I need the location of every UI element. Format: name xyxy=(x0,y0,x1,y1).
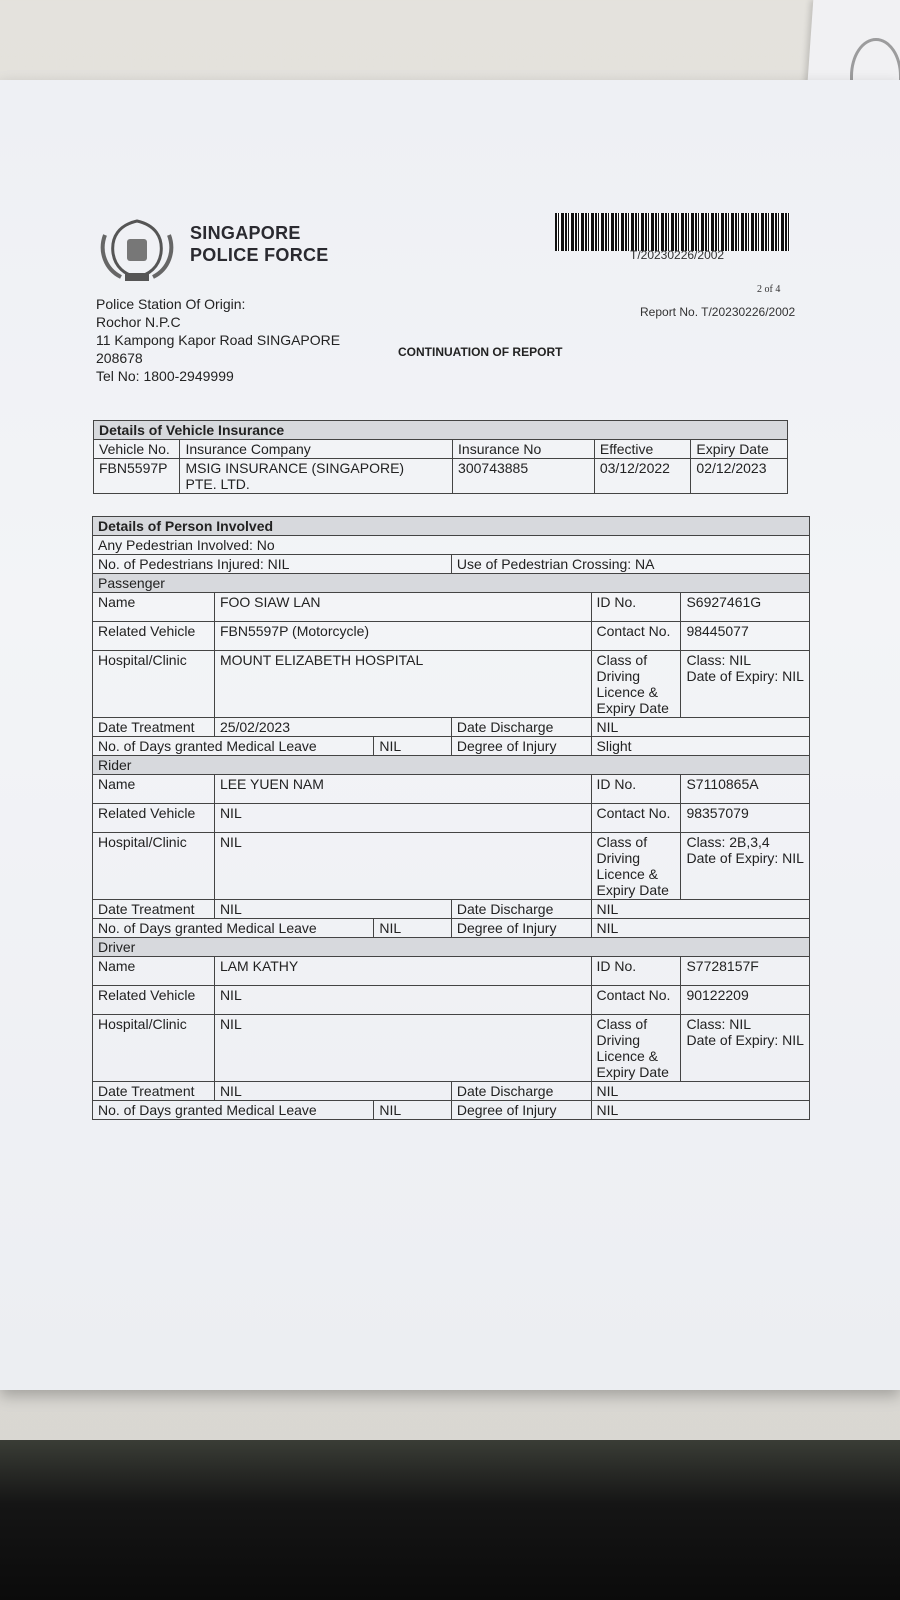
licence-label-line-1: Class of xyxy=(596,1016,648,1032)
barcode xyxy=(555,213,790,251)
passenger-id: S6927461G xyxy=(681,593,810,622)
passenger-treatment-label: Date Treatment xyxy=(93,718,215,737)
licence-label-line-3: Licence & xyxy=(596,866,658,882)
origin-name: Rochor N.P.C xyxy=(96,314,181,330)
licence-label-line-2: Driving xyxy=(596,850,641,866)
origin-address: 11 Kampong Kapor Road SINGAPORE xyxy=(96,332,341,348)
header-insurance-no: Insurance No xyxy=(453,440,595,459)
passenger-treatment: 25/02/2023 xyxy=(214,718,451,737)
report-number: Report No. T/20230226/2002 xyxy=(640,305,796,319)
passenger-mc: NIL xyxy=(374,737,451,756)
rider-discharge-label: Date Discharge xyxy=(451,900,591,919)
licence-label-line-1: Class of xyxy=(596,652,648,668)
driver-licence-label xyxy=(591,1015,681,1082)
licence-label-line-4: Expiry Date xyxy=(596,700,669,716)
insurance-company-line-2: PTE. LTD. xyxy=(185,476,250,492)
rider-injury: NIL xyxy=(591,919,809,938)
header-insurance-company: Insurance Company xyxy=(180,440,453,459)
licence-label-line-4: Expiry Date xyxy=(596,882,669,898)
passenger-vehicle: FBN5597P (Motorcycle) xyxy=(214,622,591,651)
insurance-title: Details of Vehicle Insurance xyxy=(94,421,788,440)
passenger-contact-label: Contact No. xyxy=(591,622,681,651)
rider-contact: 98357079 xyxy=(681,804,810,833)
rider-hospital-label: Hospital/Clinic xyxy=(93,833,215,900)
rider-mc: NIL xyxy=(374,919,451,938)
driver-treatment-label: Date Treatment xyxy=(93,1082,215,1101)
driver-mc-label: No. of Days granted Medical Leave xyxy=(93,1101,374,1120)
insurance-table xyxy=(93,420,788,494)
persons-table xyxy=(92,516,810,1120)
driver-treatment: NIL xyxy=(214,1082,451,1101)
effective-date: 03/12/2022 xyxy=(594,459,691,494)
licence-label-line-3: Licence & xyxy=(596,684,658,700)
origin-postal: 208678 xyxy=(96,350,143,366)
rider-heading: Rider xyxy=(93,756,810,775)
driver-injury: NIL xyxy=(591,1101,809,1120)
rider-treatment: NIL xyxy=(214,900,451,919)
rider-vehicle: NIL xyxy=(214,804,591,833)
rider-mc-label: No. of Days granted Medical Leave xyxy=(93,919,374,938)
driver-vehicle: NIL xyxy=(214,986,591,1015)
pedestrian-involved: Any Pedestrian Involved: No xyxy=(93,536,810,555)
driver-id: S7728157F xyxy=(681,957,810,986)
driver-mc: NIL xyxy=(374,1101,451,1120)
insurance-no: 300743885 xyxy=(453,459,595,494)
licence-label-line-4: Expiry Date xyxy=(596,1064,669,1080)
rider-hospital: NIL xyxy=(214,833,591,900)
police-crest-icon xyxy=(97,215,177,285)
rider-name-label: Name xyxy=(93,775,215,804)
rider-injury-label: Degree of Injury xyxy=(451,919,591,938)
header-effective: Effective xyxy=(594,440,691,459)
passenger-licence-expiry: Date of Expiry: NIL xyxy=(686,668,804,684)
driver-contact: 90122209 xyxy=(681,986,810,1015)
vehicle-no: FBN5597P xyxy=(94,459,180,494)
barcode-text: T/20230226/2002 xyxy=(630,248,725,262)
driver-hospital: NIL xyxy=(214,1015,591,1082)
driver-discharge: NIL xyxy=(591,1082,809,1101)
driver-contact-label: Contact No. xyxy=(591,986,681,1015)
origin-label: Police Station Of Origin: xyxy=(96,296,246,312)
rider-id: S7110865A xyxy=(681,775,810,804)
passenger-vehicle-label: Related Vehicle xyxy=(93,622,215,651)
rider-treatment-label: Date Treatment xyxy=(93,900,215,919)
rider-licence-class: Class: 2B,3,4 xyxy=(686,834,770,850)
licence-label-line-3: Licence & xyxy=(596,1048,658,1064)
passenger-id-label: ID No. xyxy=(591,593,681,622)
rider-contact-label: Contact No. xyxy=(591,804,681,833)
driver-heading: Driver xyxy=(93,938,810,957)
driver-vehicle-label: Related Vehicle xyxy=(93,986,215,1015)
continuation-title: CONTINUATION OF REPORT xyxy=(398,345,563,359)
origin-station xyxy=(96,295,340,385)
rider-id-label: ID No. xyxy=(591,775,681,804)
driver-licence-expiry: Date of Expiry: NIL xyxy=(686,1032,804,1048)
rider-vehicle-label: Related Vehicle xyxy=(93,804,215,833)
rider-licence xyxy=(681,833,810,900)
header-expiry-date: Expiry Date xyxy=(691,440,788,459)
passenger-injury-label: Degree of Injury xyxy=(451,737,591,756)
rider-licence-expiry: Date of Expiry: NIL xyxy=(686,850,804,866)
licence-label-line-2: Driving xyxy=(596,1032,641,1048)
persons-title: Details of Person Involved xyxy=(93,517,810,536)
passenger-name: FOO SIAW LAN xyxy=(214,593,591,622)
passenger-name-label: Name xyxy=(93,593,215,622)
driver-name-label: Name xyxy=(93,957,215,986)
pedestrian-crossing: Use of Pedestrian Crossing: NA xyxy=(451,555,809,574)
desk-background xyxy=(0,1440,900,1600)
passenger-discharge: NIL xyxy=(591,718,809,737)
page-number: 2 of 4 xyxy=(757,284,781,295)
passenger-contact: 98445077 xyxy=(681,622,810,651)
passenger-licence-class: Class: NIL xyxy=(686,652,752,668)
passenger-heading: Passenger xyxy=(93,574,810,593)
pedestrians-injured: No. of Pedestrians Injured: NIL xyxy=(93,555,452,574)
header-vehicle-no: Vehicle No. xyxy=(94,440,180,459)
organization-name xyxy=(190,222,329,266)
rider-licence-label xyxy=(591,833,681,900)
driver-name: LAM KATHY xyxy=(214,957,591,986)
licence-label-line-1: Class of xyxy=(596,834,648,850)
org-line-2: POLICE FORCE xyxy=(190,245,329,265)
driver-licence-class: Class: NIL xyxy=(686,1016,752,1032)
driver-licence xyxy=(681,1015,810,1082)
insurance-company-line-1: MSIG INSURANCE (SINGAPORE) xyxy=(185,460,405,476)
passenger-hospital: MOUNT ELIZABETH HOSPITAL xyxy=(214,651,591,718)
org-line-1: SINGAPORE xyxy=(190,223,301,243)
expiry-date: 02/12/2023 xyxy=(691,459,788,494)
licence-label-line-2: Driving xyxy=(596,668,641,684)
driver-injury-label: Degree of Injury xyxy=(451,1101,591,1120)
driver-id-label: ID No. xyxy=(591,957,681,986)
passenger-licence-label xyxy=(591,651,681,718)
driver-hospital-label: Hospital/Clinic xyxy=(93,1015,215,1082)
origin-tel: Tel No: 1800-2949999 xyxy=(96,368,234,384)
passenger-discharge-label: Date Discharge xyxy=(451,718,591,737)
rider-discharge: NIL xyxy=(591,900,809,919)
passenger-injury: Slight xyxy=(591,737,809,756)
passenger-licence xyxy=(681,651,810,718)
passenger-mc-label: No. of Days granted Medical Leave xyxy=(93,737,374,756)
insurance-company xyxy=(180,459,453,494)
driver-discharge-label: Date Discharge xyxy=(451,1082,591,1101)
rider-name: LEE YUEN NAM xyxy=(214,775,591,804)
passenger-hospital-label: Hospital/Clinic xyxy=(93,651,215,718)
